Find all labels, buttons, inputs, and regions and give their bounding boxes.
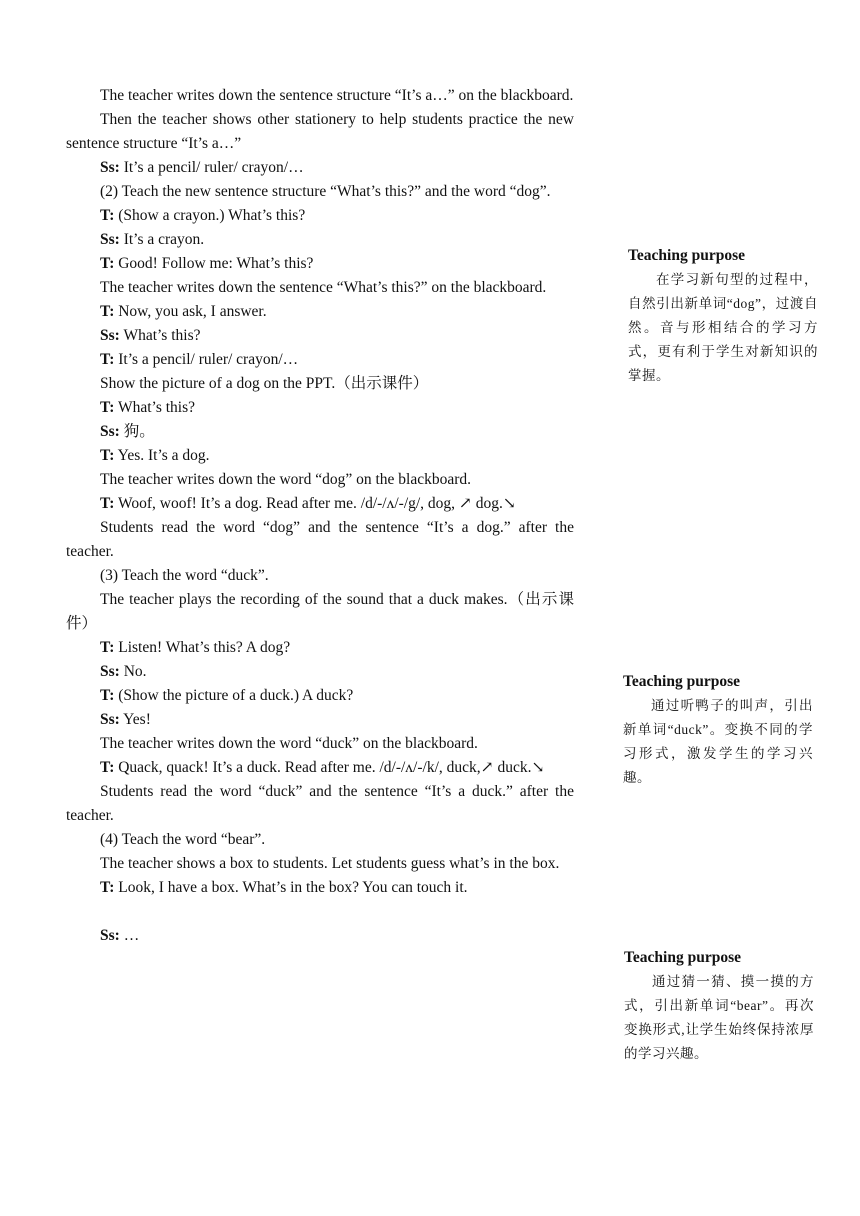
dialogue-line: T: (Show the picture of a duck.) A duck? xyxy=(100,687,354,704)
speaker-label: Ss: xyxy=(100,927,120,944)
note-body: 通过听鸭子的叫声，引出新单词“duck”。变换不同的学习形式，激发学生的学习兴趣。 xyxy=(623,698,813,785)
teaching-purpose-note xyxy=(624,946,814,1066)
teaching-purpose-note xyxy=(623,670,813,790)
speaker-label: T: xyxy=(100,255,115,272)
speaker-label: T: xyxy=(100,447,115,464)
lesson-body xyxy=(66,84,574,948)
paragraph: Students read the word “dog” and the sentence “It’s a dog.” after the teacher. xyxy=(66,519,574,560)
note-body: 在学习新句型的过程中，自然引出新单词“dog”，过渡自然。音与形相结合的学习方式，更有利于学生对新知识的掌握。 xyxy=(628,272,818,383)
paragraph: The teacher writes down the word “duck” on the blackboard. xyxy=(100,735,478,752)
speaker-label: T: xyxy=(100,639,115,656)
dialogue-line: Ss: … xyxy=(100,927,140,944)
paragraph: The teacher writes down the sentence “What’s this?” on the blackboard. xyxy=(100,279,547,296)
paragraph: Show the picture of a dog on the PPT.（出示课件） xyxy=(100,375,429,392)
speaker-label: T: xyxy=(100,207,115,224)
paragraph: Students read the word “duck” and the sentence “It’s a duck.” after the teacher. xyxy=(66,783,574,824)
paragraph: The teacher plays the recording of the sound that a duck makes.（出示课件） xyxy=(66,591,574,632)
paragraph: The teacher writes down the word “dog” on the blackboard. xyxy=(100,471,472,488)
note-heading: Teaching purpose xyxy=(624,949,741,966)
dialogue-line: T: Good! Follow me: What’s this? xyxy=(100,255,314,272)
dialogue-line: T: (Show a crayon.) What’s this? xyxy=(100,207,306,224)
speaker-label: T: xyxy=(100,399,115,416)
dialogue-line: T: What’s this? xyxy=(100,399,196,416)
note-heading: Teaching purpose xyxy=(628,247,745,264)
speaker-label: Ss: xyxy=(100,231,120,248)
teaching-purpose-note xyxy=(628,244,818,388)
section-heading: (4) Teach the word “bear”. xyxy=(100,831,266,848)
speaker-label: Ss: xyxy=(100,663,120,680)
speaker-label: T: xyxy=(100,759,115,776)
speaker-label: T: xyxy=(100,303,115,320)
dialogue-line: T: Now, you ask, I answer. xyxy=(100,303,267,320)
dialogue-line: T: Quack, quack! It’s a duck. Read after me. /d/-/ʌ/-/k/, duck,↗ duck.↘ xyxy=(100,759,545,776)
paragraph: The teacher shows a box to students. Let students guess what’s in the box. xyxy=(100,855,560,872)
dialogue-line: T: Look, I have a box. What’s in the box? You can touch it. xyxy=(100,879,468,896)
paragraph: Then the teacher shows other stationery to help students practice the new sentence structure “It’s a…” xyxy=(66,111,574,152)
speaker-label: T: xyxy=(100,687,115,704)
speaker-label: Ss: xyxy=(100,159,120,176)
blank-line xyxy=(66,900,574,924)
paragraph: The teacher writes down the sentence structure “It’s a…” on the blackboard. xyxy=(100,87,574,104)
dialogue-line: Ss: It’s a crayon. xyxy=(100,231,205,248)
dialogue-line: Ss: What’s this? xyxy=(100,327,201,344)
dialogue-line: Ss: It’s a pencil/ ruler/ crayon/… xyxy=(100,159,304,176)
speaker-label: Ss: xyxy=(100,711,120,728)
speaker-label: Ss: xyxy=(100,327,120,344)
dialogue-line: Ss: No. xyxy=(100,663,147,680)
dialogue-line: Ss: Yes! xyxy=(100,711,151,728)
dialogue-line: Ss: 狗。 xyxy=(100,423,155,440)
note-heading: Teaching purpose xyxy=(623,673,740,690)
speaker-label: T: xyxy=(100,879,115,896)
speaker-label: T: xyxy=(100,495,115,512)
speaker-label: T: xyxy=(100,351,115,368)
dialogue-line: T: Yes. It’s a dog. xyxy=(100,447,210,464)
speaker-label: Ss: xyxy=(100,423,120,440)
note-body: 通过猜一猜、摸一摸的方式，引出新单词“bear”。再次变换形式,让学生始终保持浓厚的学习兴趣。 xyxy=(624,974,814,1061)
section-heading: (2) Teach the new sentence structure “What’s this?” and the word “dog”. xyxy=(100,183,551,200)
section-heading: (3) Teach the word “duck”. xyxy=(100,567,269,584)
dialogue-line: T: Listen! What’s this? A dog? xyxy=(100,639,291,656)
dialogue-line: T: Woof, woof! It’s a dog. Read after me. /d/-/ʌ/-/g/, dog, ↗ dog.↘ xyxy=(100,495,516,512)
dialogue-line: T: It’s a pencil/ ruler/ crayon/… xyxy=(100,351,299,368)
